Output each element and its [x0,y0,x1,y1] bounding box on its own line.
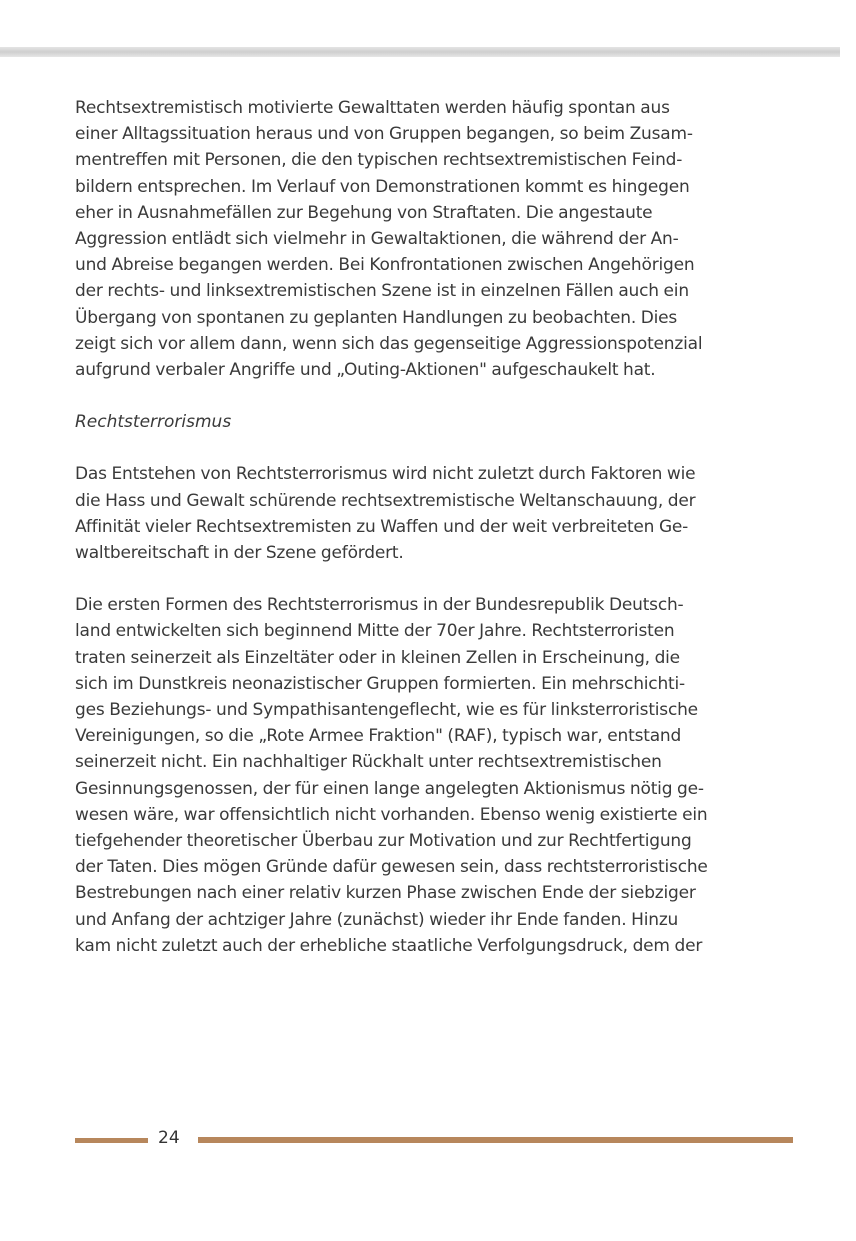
header-rule [0,47,840,57]
footer-rule-right [198,1137,793,1143]
paragraph-1: Rechtsextremistisch motivierte Gewalttaten werden häufig spontan aus einer Alltagssituation heraus und von Gruppen begangen, so beim Zusam- mentreffen mit Personen, die den typischen rechtsextremistischen Feind- bildern entsprechen. Im Verlauf von Demonstrationen kommt es hingegen eher in Ausnahmefällen zur Begehung von Straftaten. Die angestaute Aggression entlädt sich vielmehr in Gewaltaktionen, die während der An- und Abreise begangen werden. Bei Konfrontationen zwischen Angehörigen der rechts- und linksextremistischen Szene ist in einzelnen Fällen auch ein Übergang von spontanen zu geplanten Handlungen zu beobachten. Dies zeigt sich vor allem dann, wenn sich das gegenseitige Aggressionspotenzial aufgrund verbaler Angriffe und „Outing-Aktionen" aufgeschaukelt hat. [75,98,703,381]
footer-rule-left [75,1138,148,1143]
section-heading: Rechtsterrorismus [75,412,232,433]
document-body [75,95,795,959]
page-number: 24 [158,1128,180,1148]
paragraph-3: Die ersten Formen des Rechtsterrorismus in der Bundesrepublik Deutsch- land entwickelten sich beginnend Mitte der 70er Jahre. Rechtsterroristen traten seinerzeit als Einzeltäter oder in kleinen Zellen in Erscheinung, die sich im Dunstkreis neonazistischer Gruppen formierten. Ein mehrschichti- ges Beziehungs- und Sympathisantengeflecht, wie es für linksterroristische Vereinigungen, so die „Rote Armee Fraktion" (RAF), typisch war, entstand seinerzeit nicht. Ein nachhaltiger Rückhalt unter rechtsextremistischen Gesinnungsgenossen, der für einen lange angelegten Aktionismus nötig ge- wesen wäre, war offensichtlich nicht vorhanden. Ebenso wenig existierte ein tiefgehender theoretischer Überbau zur Motivation und zur Rechtfertigung der Taten. Dies mögen Gründe dafür gewesen sein, dass rechtsterroristische Bestrebungen nach einer relativ kurzen Phase zwischen Ende der siebziger und Anfang der achtziger Jahre (zunächst) wieder ihr Ende fanden. Hinzu kam nicht zuletzt auch der erhebliche staatliche Verfolgungsdruck, dem der [75,595,708,956]
paragraph-2: Das Entstehen von Rechtsterrorismus wird nicht zuletzt durch Faktoren wie die Hass und Gewalt schürende rechtsextremistische Weltanschauung, der Affinität vieler Rechtsextremisten zu Waffen und der weit verbreiteten Ge- waltbereitschaft in der Szene gefördert. [75,464,696,564]
